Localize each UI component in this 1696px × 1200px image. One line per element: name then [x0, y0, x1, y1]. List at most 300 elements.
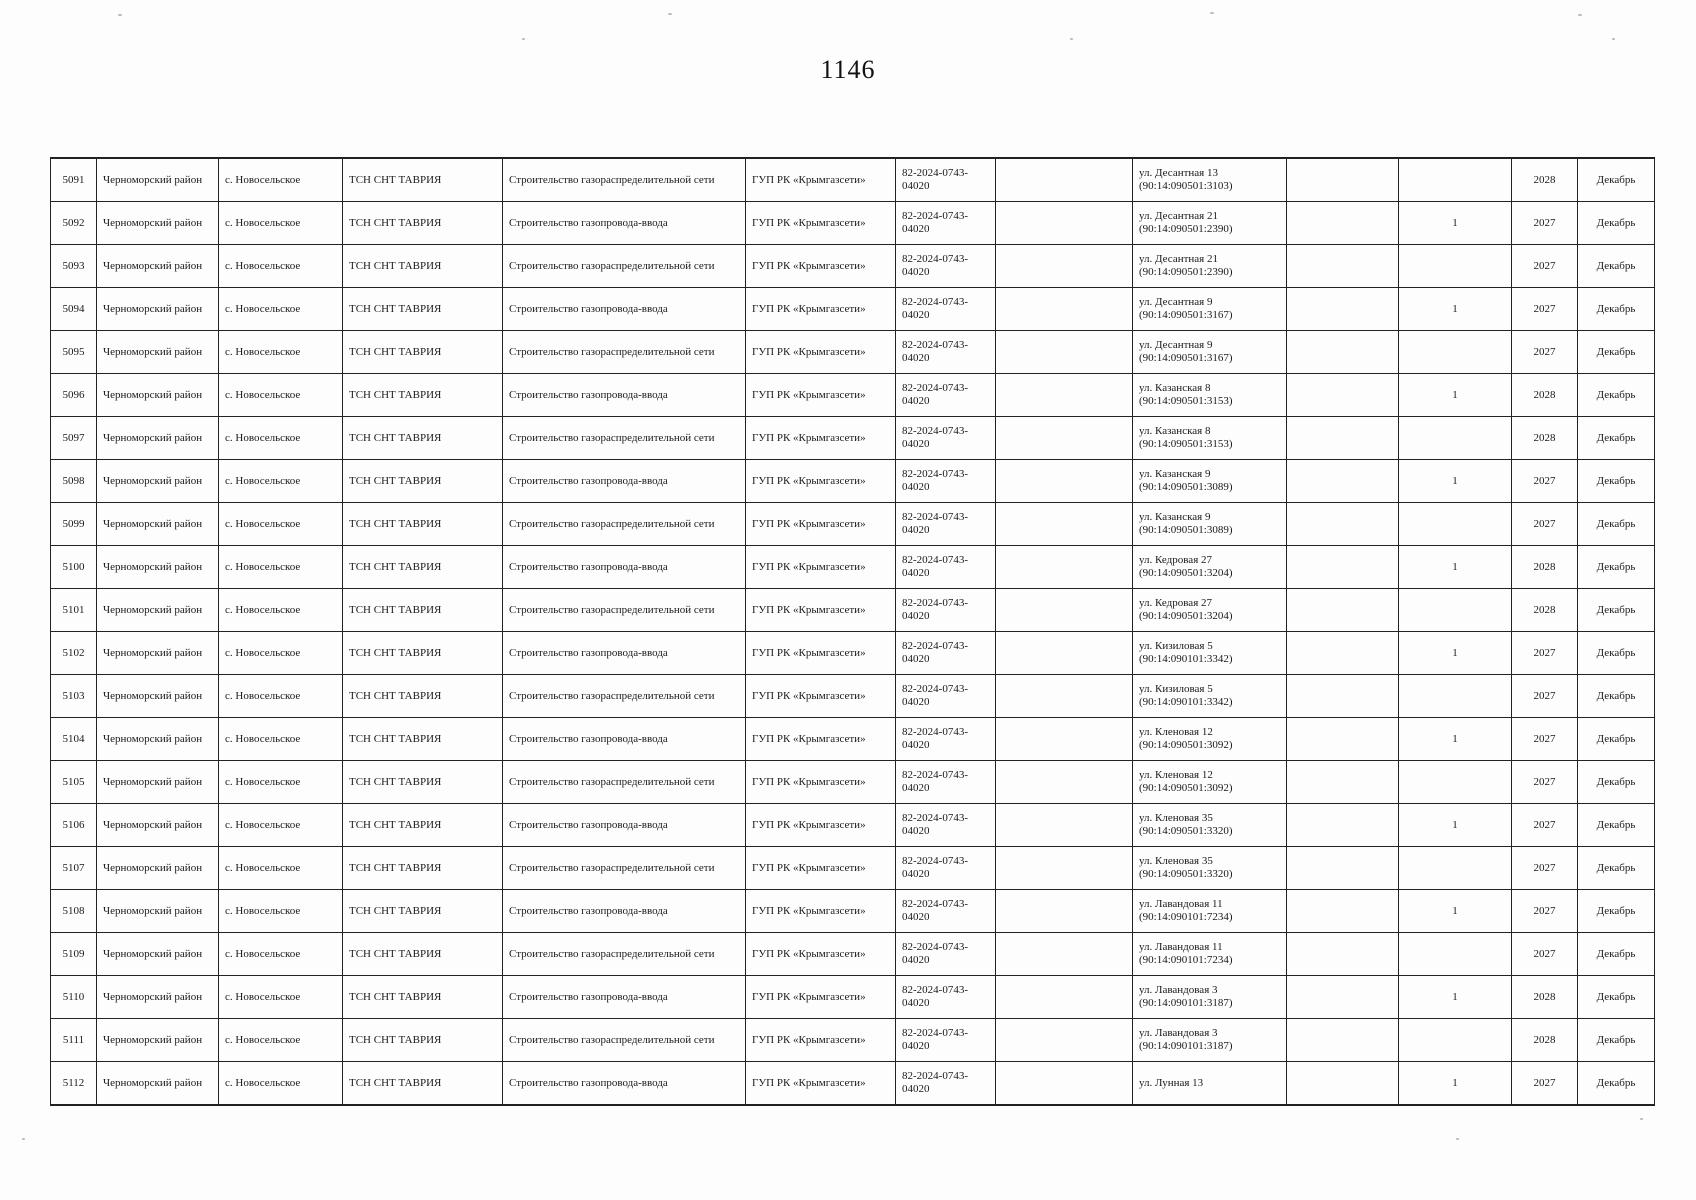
empty-cell — [1287, 460, 1399, 503]
organization-cell: ГУП РК «Крымгазсети» — [746, 761, 896, 804]
partnership-cell: ТСН СНТ ТАВРИЯ — [343, 976, 503, 1019]
year-cell: 2027 — [1512, 202, 1578, 245]
quantity-cell: 1 — [1399, 718, 1512, 761]
year-cell: 2028 — [1512, 589, 1578, 632]
year-cell: 2028 — [1512, 1019, 1578, 1062]
scan-speck — [1578, 14, 1582, 16]
empty-cell — [996, 718, 1133, 761]
year-cell: 2027 — [1512, 632, 1578, 675]
empty-cell — [1287, 847, 1399, 890]
month-cell: Декабрь — [1578, 245, 1655, 288]
quantity-cell — [1399, 503, 1512, 546]
district-cell: Черноморский район — [97, 1062, 219, 1106]
work-type-cell: Строительство газораспределительной сети — [503, 417, 746, 460]
settlement-cell: с. Новосельское — [219, 245, 343, 288]
settlement-cell: с. Новосельское — [219, 460, 343, 503]
work-type-cell: Строительство газораспределительной сети — [503, 675, 746, 718]
row-number: 5093 — [51, 245, 97, 288]
contract-number-cell: 82-2024-0743-04020 — [896, 804, 996, 847]
month-cell: Декабрь — [1578, 417, 1655, 460]
quantity-cell: 1 — [1399, 546, 1512, 589]
organization-cell: ГУП РК «Крымгазсети» — [746, 1062, 896, 1106]
scan-speck — [22, 1138, 25, 1140]
address-cell: ул. Десантная 21 (90:14:090501:2390) — [1133, 202, 1287, 245]
empty-cell — [996, 158, 1133, 202]
partnership-cell: ТСН СНТ ТАВРИЯ — [343, 632, 503, 675]
partnership-cell: ТСН СНТ ТАВРИЯ — [343, 374, 503, 417]
year-cell: 2027 — [1512, 460, 1578, 503]
partnership-cell: ТСН СНТ ТАВРИЯ — [343, 417, 503, 460]
table-row — [51, 1062, 1655, 1106]
empty-cell — [1287, 202, 1399, 245]
quantity-cell: 1 — [1399, 202, 1512, 245]
quantity-cell: 1 — [1399, 890, 1512, 933]
contract-number-cell: 82-2024-0743-04020 — [896, 158, 996, 202]
partnership-cell: ТСН СНТ ТАВРИЯ — [343, 331, 503, 374]
district-cell: Черноморский район — [97, 632, 219, 675]
empty-cell — [996, 847, 1133, 890]
empty-cell — [1287, 718, 1399, 761]
empty-cell — [1287, 1019, 1399, 1062]
table-row — [51, 331, 1655, 374]
settlement-cell: с. Новосельское — [219, 976, 343, 1019]
row-number: 5107 — [51, 847, 97, 890]
partnership-cell: ТСН СНТ ТАВРИЯ — [343, 589, 503, 632]
empty-cell — [1287, 761, 1399, 804]
work-type-cell: Строительство газораспределительной сети — [503, 331, 746, 374]
address-cell: ул. Десантная 9 (90:14:090501:3167) — [1133, 331, 1287, 374]
partnership-cell: ТСН СНТ ТАВРИЯ — [343, 890, 503, 933]
row-number: 5105 — [51, 761, 97, 804]
empty-cell — [996, 632, 1133, 675]
month-cell: Декабрь — [1578, 1062, 1655, 1106]
table-row — [51, 417, 1655, 460]
row-number: 5112 — [51, 1062, 97, 1106]
settlement-cell: с. Новосельское — [219, 632, 343, 675]
empty-cell — [1287, 331, 1399, 374]
quantity-cell — [1399, 847, 1512, 890]
quantity-cell — [1399, 933, 1512, 976]
district-cell: Черноморский район — [97, 503, 219, 546]
work-type-cell: Строительство газопровода-ввода — [503, 804, 746, 847]
table-row — [51, 374, 1655, 417]
partnership-cell: ТСН СНТ ТАВРИЯ — [343, 847, 503, 890]
empty-cell — [1287, 976, 1399, 1019]
district-cell: Черноморский район — [97, 847, 219, 890]
address-cell: ул. Лавандовая 3 (90:14:090101:3187) — [1133, 976, 1287, 1019]
work-type-cell: Строительство газораспределительной сети — [503, 933, 746, 976]
organization-cell: ГУП РК «Крымгазсети» — [746, 503, 896, 546]
year-cell: 2027 — [1512, 1062, 1578, 1106]
year-cell: 2028 — [1512, 546, 1578, 589]
month-cell: Декабрь — [1578, 546, 1655, 589]
address-cell: ул. Десантная 9 (90:14:090501:3167) — [1133, 288, 1287, 331]
work-type-cell: Строительство газораспределительной сети — [503, 503, 746, 546]
month-cell: Декабрь — [1578, 589, 1655, 632]
settlement-cell: с. Новосельское — [219, 158, 343, 202]
district-cell: Черноморский район — [97, 417, 219, 460]
quantity-cell: 1 — [1399, 1062, 1512, 1106]
address-cell: ул. Казанская 9 (90:14:090501:3089) — [1133, 460, 1287, 503]
row-number: 5108 — [51, 890, 97, 933]
scan-speck — [1456, 1138, 1459, 1140]
district-cell: Черноморский район — [97, 460, 219, 503]
work-type-cell: Строительство газораспределительной сети — [503, 158, 746, 202]
settlement-cell: с. Новосельское — [219, 933, 343, 976]
work-type-cell: Строительство газопровода-ввода — [503, 374, 746, 417]
district-cell: Черноморский район — [97, 245, 219, 288]
row-number: 5096 — [51, 374, 97, 417]
partnership-cell: ТСН СНТ ТАВРИЯ — [343, 1062, 503, 1106]
district-cell: Черноморский район — [97, 761, 219, 804]
address-cell: ул. Лавандовая 11 (90:14:090101:7234) — [1133, 933, 1287, 976]
empty-cell — [996, 1062, 1133, 1106]
contract-number-cell: 82-2024-0743-04020 — [896, 1062, 996, 1106]
settlement-cell: с. Новосельское — [219, 503, 343, 546]
year-cell: 2027 — [1512, 675, 1578, 718]
month-cell: Декабрь — [1578, 890, 1655, 933]
partnership-cell: ТСН СНТ ТАВРИЯ — [343, 158, 503, 202]
organization-cell: ГУП РК «Крымгазсети» — [746, 976, 896, 1019]
table-row — [51, 1019, 1655, 1062]
district-cell: Черноморский район — [97, 675, 219, 718]
table-row — [51, 847, 1655, 890]
quantity-cell — [1399, 675, 1512, 718]
address-cell: ул. Лунная 13 — [1133, 1062, 1287, 1106]
district-cell: Черноморский район — [97, 1019, 219, 1062]
settlement-cell: с. Новосельское — [219, 675, 343, 718]
contract-number-cell: 82-2024-0743-04020 — [896, 245, 996, 288]
month-cell: Декабрь — [1578, 804, 1655, 847]
contract-number-cell: 82-2024-0743-04020 — [896, 761, 996, 804]
settlement-cell: с. Новосельское — [219, 1062, 343, 1106]
table-row — [51, 589, 1655, 632]
organization-cell: ГУП РК «Крымгазсети» — [746, 546, 896, 589]
quantity-cell — [1399, 417, 1512, 460]
address-cell: ул. Лавандовая 11 (90:14:090101:7234) — [1133, 890, 1287, 933]
empty-cell — [1287, 1062, 1399, 1106]
partnership-cell: ТСН СНТ ТАВРИЯ — [343, 288, 503, 331]
year-cell: 2027 — [1512, 288, 1578, 331]
address-cell: ул. Десантная 21 (90:14:090501:2390) — [1133, 245, 1287, 288]
contract-number-cell: 82-2024-0743-04020 — [896, 589, 996, 632]
empty-cell — [996, 460, 1133, 503]
district-cell: Черноморский район — [97, 804, 219, 847]
row-number: 5110 — [51, 976, 97, 1019]
address-cell: ул. Кленовая 35 (90:14:090501:3320) — [1133, 804, 1287, 847]
partnership-cell: ТСН СНТ ТАВРИЯ — [343, 503, 503, 546]
settlement-cell: с. Новосельское — [219, 1019, 343, 1062]
partnership-cell: ТСН СНТ ТАВРИЯ — [343, 761, 503, 804]
quantity-cell: 1 — [1399, 374, 1512, 417]
year-cell: 2028 — [1512, 976, 1578, 1019]
work-type-cell: Строительство газопровода-ввода — [503, 202, 746, 245]
scan-speck — [668, 13, 672, 15]
contract-number-cell: 82-2024-0743-04020 — [896, 288, 996, 331]
year-cell: 2028 — [1512, 158, 1578, 202]
district-cell: Черноморский район — [97, 374, 219, 417]
contract-number-cell: 82-2024-0743-04020 — [896, 632, 996, 675]
empty-cell — [1287, 890, 1399, 933]
table-row — [51, 890, 1655, 933]
quantity-cell — [1399, 331, 1512, 374]
work-type-cell: Строительство газопровода-ввода — [503, 288, 746, 331]
row-number: 5104 — [51, 718, 97, 761]
partnership-cell: ТСН СНТ ТАВРИЯ — [343, 804, 503, 847]
row-number: 5098 — [51, 460, 97, 503]
address-cell: ул. Казанская 8 (90:14:090501:3153) — [1133, 417, 1287, 460]
organization-cell: ГУП РК «Крымгазсети» — [746, 632, 896, 675]
row-number: 5092 — [51, 202, 97, 245]
organization-cell: ГУП РК «Крымгазсети» — [746, 202, 896, 245]
settlement-cell: с. Новосельское — [219, 202, 343, 245]
contract-number-cell: 82-2024-0743-04020 — [896, 417, 996, 460]
partnership-cell: ТСН СНТ ТАВРИЯ — [343, 460, 503, 503]
month-cell: Декабрь — [1578, 374, 1655, 417]
work-type-cell: Строительство газопровода-ввода — [503, 546, 746, 589]
year-cell: 2027 — [1512, 718, 1578, 761]
settlement-cell: с. Новосельское — [219, 331, 343, 374]
work-type-cell: Строительство газораспределительной сети — [503, 761, 746, 804]
organization-cell: ГУП РК «Крымгазсети» — [746, 589, 896, 632]
table-row — [51, 933, 1655, 976]
row-number: 5106 — [51, 804, 97, 847]
address-cell: ул. Десантная 13 (90:14:090501:3103) — [1133, 158, 1287, 202]
year-cell: 2028 — [1512, 374, 1578, 417]
settlement-cell: с. Новосельское — [219, 589, 343, 632]
table-row — [51, 460, 1655, 503]
month-cell: Декабрь — [1578, 718, 1655, 761]
empty-cell — [1287, 546, 1399, 589]
empty-cell — [996, 890, 1133, 933]
month-cell: Декабрь — [1578, 761, 1655, 804]
table-row — [51, 288, 1655, 331]
empty-cell — [1287, 288, 1399, 331]
scan-speck — [1612, 38, 1615, 40]
organization-cell: ГУП РК «Крымгазсети» — [746, 460, 896, 503]
empty-cell — [1287, 158, 1399, 202]
scan-speck — [1210, 12, 1214, 14]
empty-cell — [1287, 503, 1399, 546]
address-cell: ул. Кизиловая 5 (90:14:090101:3342) — [1133, 675, 1287, 718]
row-number: 5097 — [51, 417, 97, 460]
settlement-cell: с. Новосельское — [219, 288, 343, 331]
empty-cell — [1287, 804, 1399, 847]
table-row — [51, 158, 1655, 202]
page-number: 1146 — [820, 55, 876, 84]
address-cell: ул. Кленовая 35 (90:14:090501:3320) — [1133, 847, 1287, 890]
year-cell: 2027 — [1512, 761, 1578, 804]
contract-number-cell: 82-2024-0743-04020 — [896, 890, 996, 933]
partnership-cell: ТСН СНТ ТАВРИЯ — [343, 675, 503, 718]
quantity-cell: 1 — [1399, 288, 1512, 331]
row-number: 5091 — [51, 158, 97, 202]
gasification-registry-table — [50, 157, 1655, 1106]
year-cell: 2028 — [1512, 417, 1578, 460]
address-cell: ул. Кленовая 12 (90:14:090501:3092) — [1133, 761, 1287, 804]
work-type-cell: Строительство газораспределительной сети — [503, 847, 746, 890]
month-cell: Декабрь — [1578, 632, 1655, 675]
table-row — [51, 718, 1655, 761]
settlement-cell: с. Новосельское — [219, 761, 343, 804]
empty-cell — [996, 503, 1133, 546]
table-body — [51, 158, 1655, 1105]
organization-cell: ГУП РК «Крымгазсети» — [746, 417, 896, 460]
district-cell: Черноморский район — [97, 589, 219, 632]
empty-cell — [1287, 374, 1399, 417]
row-number: 5095 — [51, 331, 97, 374]
work-type-cell: Строительство газораспределительной сети — [503, 589, 746, 632]
month-cell: Декабрь — [1578, 675, 1655, 718]
quantity-cell: 1 — [1399, 976, 1512, 1019]
empty-cell — [996, 245, 1133, 288]
quantity-cell — [1399, 589, 1512, 632]
empty-cell — [996, 417, 1133, 460]
month-cell: Декабрь — [1578, 331, 1655, 374]
work-type-cell: Строительство газопровода-ввода — [503, 632, 746, 675]
table-row — [51, 804, 1655, 847]
contract-number-cell: 82-2024-0743-04020 — [896, 374, 996, 417]
month-cell: Декабрь — [1578, 503, 1655, 546]
organization-cell: ГУП РК «Крымгазсети» — [746, 675, 896, 718]
district-cell: Черноморский район — [97, 202, 219, 245]
empty-cell — [996, 675, 1133, 718]
contract-number-cell: 82-2024-0743-04020 — [896, 976, 996, 1019]
empty-cell — [1287, 632, 1399, 675]
contract-number-cell: 82-2024-0743-04020 — [896, 718, 996, 761]
table-row — [51, 202, 1655, 245]
quantity-cell: 1 — [1399, 632, 1512, 675]
address-cell: ул. Кедровая 27 (90:14:090501:3204) — [1133, 589, 1287, 632]
empty-cell — [996, 546, 1133, 589]
address-cell: ул. Казанская 8 (90:14:090501:3153) — [1133, 374, 1287, 417]
address-cell: ул. Лавандовая 3 (90:14:090101:3187) — [1133, 1019, 1287, 1062]
address-cell: ул. Кленовая 12 (90:14:090501:3092) — [1133, 718, 1287, 761]
settlement-cell: с. Новосельское — [219, 417, 343, 460]
row-number: 5109 — [51, 933, 97, 976]
empty-cell — [1287, 417, 1399, 460]
table-row — [51, 675, 1655, 718]
month-cell: Декабрь — [1578, 460, 1655, 503]
row-number: 5094 — [51, 288, 97, 331]
contract-number-cell: 82-2024-0743-04020 — [896, 503, 996, 546]
year-cell: 2027 — [1512, 890, 1578, 933]
settlement-cell: с. Новосельское — [219, 374, 343, 417]
work-type-cell: Строительство газопровода-ввода — [503, 890, 746, 933]
contract-number-cell: 82-2024-0743-04020 — [896, 546, 996, 589]
organization-cell: ГУП РК «Крымгазсети» — [746, 1019, 896, 1062]
work-type-cell: Строительство газопровода-ввода — [503, 460, 746, 503]
work-type-cell: Строительство газораспределительной сети — [503, 245, 746, 288]
contract-number-cell: 82-2024-0743-04020 — [896, 675, 996, 718]
row-number: 5102 — [51, 632, 97, 675]
empty-cell — [996, 976, 1133, 1019]
organization-cell: ГУП РК «Крымгазсети» — [746, 374, 896, 417]
month-cell: Декабрь — [1578, 976, 1655, 1019]
empty-cell — [1287, 675, 1399, 718]
row-number: 5099 — [51, 503, 97, 546]
table-row — [51, 503, 1655, 546]
month-cell: Декабрь — [1578, 288, 1655, 331]
empty-cell — [996, 331, 1133, 374]
address-cell: ул. Кизиловая 5 (90:14:090101:3342) — [1133, 632, 1287, 675]
district-cell: Черноморский район — [97, 890, 219, 933]
year-cell: 2027 — [1512, 847, 1578, 890]
quantity-cell — [1399, 761, 1512, 804]
row-number: 5111 — [51, 1019, 97, 1062]
organization-cell: ГУП РК «Крымгазсети» — [746, 933, 896, 976]
quantity-cell: 1 — [1399, 460, 1512, 503]
year-cell: 2027 — [1512, 933, 1578, 976]
empty-cell — [996, 804, 1133, 847]
empty-cell — [1287, 933, 1399, 976]
quantity-cell — [1399, 245, 1512, 288]
district-cell: Черноморский район — [97, 158, 219, 202]
year-cell: 2027 — [1512, 331, 1578, 374]
table-row — [51, 632, 1655, 675]
partnership-cell: ТСН СНТ ТАВРИЯ — [343, 202, 503, 245]
row-number: 5101 — [51, 589, 97, 632]
table-row — [51, 245, 1655, 288]
empty-cell — [1287, 245, 1399, 288]
month-cell: Декабрь — [1578, 847, 1655, 890]
contract-number-cell: 82-2024-0743-04020 — [896, 331, 996, 374]
row-number: 5103 — [51, 675, 97, 718]
organization-cell: ГУП РК «Крымгазсети» — [746, 288, 896, 331]
empty-cell — [996, 288, 1133, 331]
empty-cell — [996, 761, 1133, 804]
empty-cell — [1287, 589, 1399, 632]
scan-speck — [1070, 38, 1073, 40]
work-type-cell: Строительство газопровода-ввода — [503, 976, 746, 1019]
table-row — [51, 976, 1655, 1019]
organization-cell: ГУП РК «Крымгазсети» — [746, 804, 896, 847]
scan-speck — [1640, 1118, 1643, 1120]
organization-cell: ГУП РК «Крымгазсети» — [746, 245, 896, 288]
scan-speck — [118, 14, 122, 16]
work-type-cell: Строительство газопровода-ввода — [503, 718, 746, 761]
settlement-cell: с. Новосельское — [219, 847, 343, 890]
contract-number-cell: 82-2024-0743-04020 — [896, 202, 996, 245]
organization-cell: ГУП РК «Крымгазсети» — [746, 331, 896, 374]
partnership-cell: ТСН СНТ ТАВРИЯ — [343, 546, 503, 589]
year-cell: 2027 — [1512, 503, 1578, 546]
scan-speck — [522, 38, 525, 40]
empty-cell — [996, 374, 1133, 417]
district-cell: Черноморский район — [97, 288, 219, 331]
organization-cell: ГУП РК «Крымгазсети» — [746, 718, 896, 761]
year-cell: 2027 — [1512, 804, 1578, 847]
row-number: 5100 — [51, 546, 97, 589]
district-cell: Черноморский район — [97, 933, 219, 976]
contract-number-cell: 82-2024-0743-04020 — [896, 1019, 996, 1062]
organization-cell: ГУП РК «Крымгазсети» — [746, 847, 896, 890]
empty-cell — [996, 933, 1133, 976]
year-cell: 2027 — [1512, 245, 1578, 288]
partnership-cell: ТСН СНТ ТАВРИЯ — [343, 718, 503, 761]
organization-cell: ГУП РК «Крымгазсети» — [746, 158, 896, 202]
month-cell: Декабрь — [1578, 158, 1655, 202]
address-cell: ул. Казанская 9 (90:14:090501:3089) — [1133, 503, 1287, 546]
quantity-cell — [1399, 158, 1512, 202]
empty-cell — [996, 589, 1133, 632]
district-cell: Черноморский район — [97, 718, 219, 761]
work-type-cell: Строительство газопровода-ввода — [503, 1062, 746, 1106]
partnership-cell: ТСН СНТ ТАВРИЯ — [343, 933, 503, 976]
quantity-cell: 1 — [1399, 804, 1512, 847]
empty-cell — [996, 202, 1133, 245]
contract-number-cell: 82-2024-0743-04020 — [896, 460, 996, 503]
